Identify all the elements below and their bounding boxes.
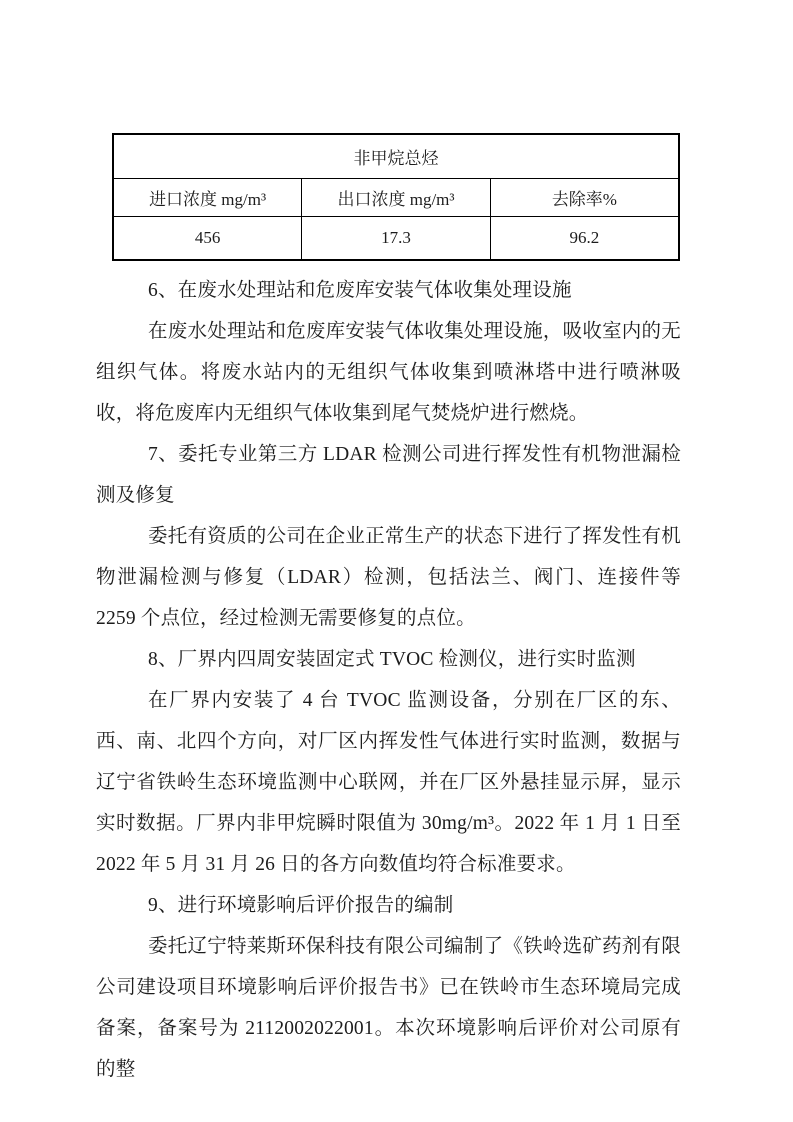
table-header-removal-rate: 去除率%: [490, 178, 679, 216]
table-title-cell: 非甲烷总烃: [113, 134, 679, 178]
table-value-outlet: 17.3: [302, 216, 491, 260]
table-header-outlet: 出口浓度 mg/m³: [302, 178, 491, 216]
table-header-inlet: 进口浓度 mg/m³: [113, 178, 302, 216]
section-7: [96, 434, 681, 639]
section-6-paragraph: 在废水处理站和危废库安装气体收集处理设施，吸收室内的无组织气体。将废水站内的无组织气体收集到喷淋塔中进行喷淋吸收，将危废库内无组织气体收集到尾气焚烧炉进行燃烧。: [96, 321, 681, 424]
page-content: [96, 133, 681, 1090]
section-8-heading: 8、厂界内四周安装固定式 TVOC 检测仪，进行实时监测: [148, 649, 636, 670]
section-9-heading: 9、进行环境影响后评价报告的编制: [148, 895, 454, 916]
table-header-row: [113, 178, 679, 216]
table-value-inlet: 456: [113, 216, 302, 260]
body-text: [96, 270, 681, 1090]
table-value-row: [113, 216, 679, 260]
table-title-row: [113, 134, 679, 178]
section-9: [96, 885, 681, 1090]
section-9-paragraph: 委托辽宁特莱斯环保科技有限公司编制了《铁岭选矿药剂有限公司建设项目环境影响后评价报告书》已在铁岭市生态环境局完成备案，备案号为 2112002022001。本次环境影响后评价对公司原有的整: [96, 936, 681, 1080]
section-7-paragraph: 委托有资质的公司在企业正常生产的状态下进行了挥发性有机物泄漏检测与修复（LDAR）检测，包括法兰、阀门、连接件等 2259 个点位，经过检测无需要修复的点位。: [96, 526, 681, 629]
nmhc-results-table: [112, 133, 680, 261]
section-6: [96, 270, 681, 434]
section-7-heading: 7、委托专业第三方 LDAR 检测公司进行挥发性有机物泄漏检测及修复: [96, 444, 681, 506]
section-6-heading: 6、在废水处理站和危废库安装气体收集处理设施: [148, 280, 572, 301]
section-8: [96, 639, 681, 885]
table-value-removal-rate: 96.2: [490, 216, 679, 260]
section-8-paragraph: 在厂界内安装了 4 台 TVOC 监测设备，分别在厂区的东、西、南、北四个方向，对厂区内挥发性气体进行实时监测，数据与辽宁省铁岭生态环境监测中心联网，并在厂区外悬挂显示屏，显示实时数据。厂界内非甲烷瞬时限值为 30mg/m³。2022 年 1 月 1 日至 2022 年 5 月 31 月 26 日的各方向数值均符合标准要求。: [96, 690, 681, 875]
